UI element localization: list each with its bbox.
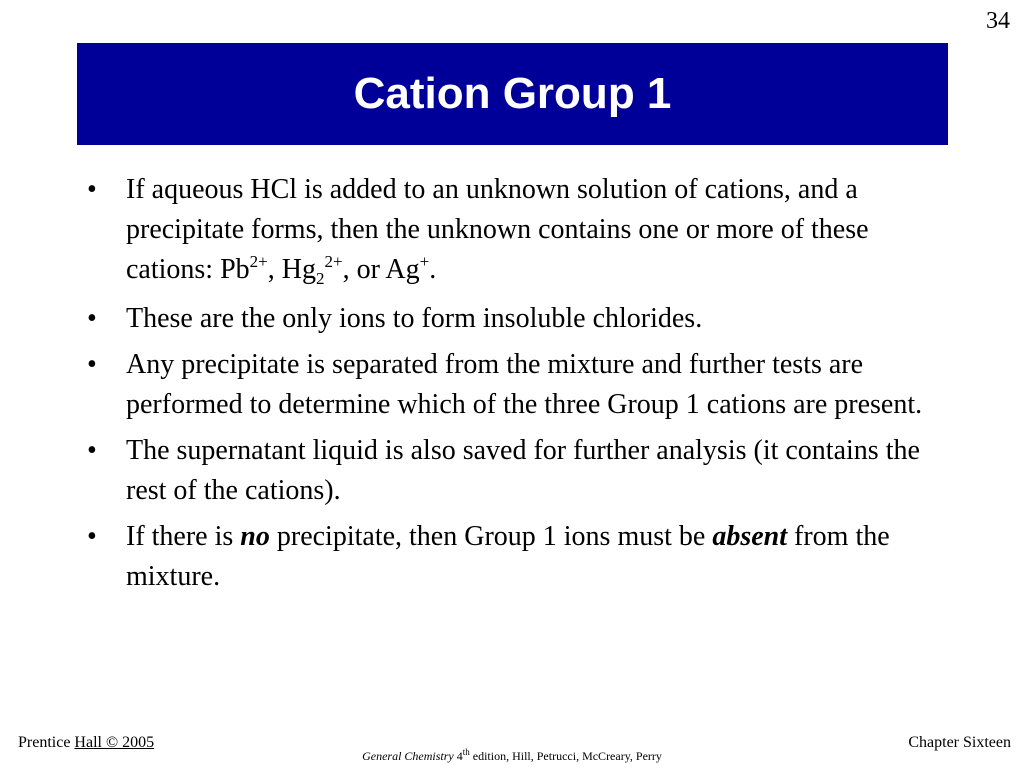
superscript: + — [419, 252, 430, 271]
emphasis-absent: absent — [712, 521, 788, 552]
bullet-item — [82, 431, 952, 511]
bullet-text: These are the only ions to form insoluble chlorides. — [126, 303, 703, 334]
footer-publisher: Prentice Hall © 2005 — [18, 734, 155, 751]
page-number: 34 — [986, 8, 1010, 34]
footer-book-credit: General Chemistry 4th edition, Hill, Petrucci, McCreary, Perry — [362, 747, 662, 763]
bullet-marker: • — [87, 303, 97, 334]
bullet-marker: • — [87, 435, 97, 466]
footer-chapter: Chapter Sixteen — [908, 734, 1011, 751]
bullet-text: Any precipitate is separated from the mixture and further tests are performed to determine which of the three Group 1 cations are present. — [126, 349, 923, 420]
slide-title: Cation Group 1 — [353, 69, 672, 118]
bullet-item — [82, 299, 952, 339]
superscript: 2+ — [249, 252, 268, 271]
bullet-item — [82, 345, 952, 425]
bullet-marker: • — [87, 349, 97, 380]
bullet-marker: • — [87, 174, 97, 205]
title-bar — [77, 43, 948, 145]
bullet-text: If aqueous HCl is added to an unknown solution of cations, and a precipitate forms, then the unknown contains one or more of these cations: $Pb^{2+}$, $Hg_2^{2+}$, or Ag+. — [126, 174, 869, 288]
bullet-item — [82, 517, 952, 597]
bullet-item — [82, 170, 952, 293]
subscript: 2 — [316, 269, 325, 288]
emphasis-no: no — [240, 521, 270, 552]
publisher-link[interactable]: Hall © 2005 — [74, 734, 155, 751]
bullet-text: The supernatant liquid is also saved for further analysis (it contains the rest of the cations). — [126, 435, 920, 506]
bullet-marker: • — [87, 521, 97, 552]
bullet-text: If there is no precipitate, then Group 1 ions must be absent from the mixture. — [126, 521, 890, 592]
book-title: General Chemistry — [362, 749, 454, 763]
superscript: 2+ — [324, 252, 343, 271]
bullet-list — [82, 170, 952, 603]
